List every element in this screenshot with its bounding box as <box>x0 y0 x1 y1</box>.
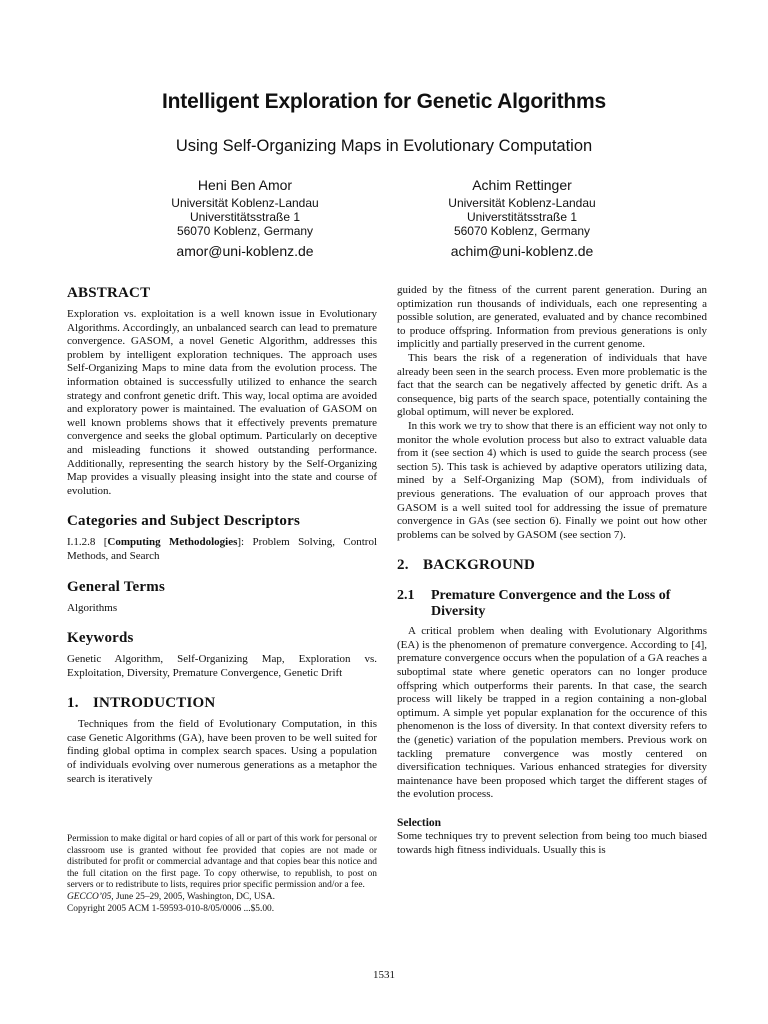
paper-subtitle: Using Self-Organizing Maps in Evolutionary Computation <box>175 137 593 155</box>
subsection-heading: 2.1 Premature Convergence and the Loss of Diversity <box>397 588 671 620</box>
author-affiliation: Universität Koblenz-Landau <box>171 196 319 210</box>
author-name: Achim Rettinger <box>472 177 572 193</box>
selection-heading: Selection <box>397 817 442 829</box>
background-paragraph: A critical problem when dealing with Evolutionary Algorithms (EA) is the phenomenon of premature convergence. According to [4], premature convergence occurs when the population of a GA reaches a suboptimal state where genetic operators can no longer produce offspring which outperforms their parents. In that case, the search process will likely be trapped in a region containing a non-global optimum. A simple yet popular explanation for the occurence of this phenomenon is the loss of diversity. In that context diversity refers to the (genetic) variation of the population members. Previous work on tackling premature convergence was mostly centered on diversification techniques. Various enhanced strategies for diversity maintenance have been proposed which target the different stages of the evolution process. <box>397 625 707 801</box>
author-name: Heni Ben Amor <box>197 177 293 193</box>
page-number: 1531 <box>373 969 395 981</box>
abstract-heading: ABSTRACT <box>67 285 151 301</box>
introduction-paragraph: This bears the risk of a regeneration of individuals that have already been seen in the search process. Even more problematic is the fact that the search can be negatively affected by genetic drift. As a consequence, big parts of the search space, potentially containing the global optimum, will never be explored. <box>397 351 707 419</box>
conference-line: GECCO’05, June 25–29, 2005, Washington, DC, USA. <box>67 891 275 902</box>
introduction-paragraph: In this work we try to show that there is an efficient way not only to monitor the whole evolution process but also to extract valuable data from it (see section 4) which is used to guide the search process (see section 5). This task is achieved by adaptive operators utilizing data, mined by a Self-Organizing Map (SOM), from individuals of previous generations. The evaluation of our approach proves that GASOM is a well suited tool for addressing the issue of premature convergence in GAs (see section 6). Finally we point out how other problems can be solved by GASOM (see section 7). <box>397 419 707 541</box>
introduction-paragraph: Techniques from the field of Evolutionary Computation, in this case Genetic Algorithms (GA), have been proven to be well suited for finding global optima in complex search spaces. Using a population of individuals evolving over numerous generations as a metaphor the search is iteratively <box>67 718 377 785</box>
right-column <box>397 284 707 857</box>
author-block-2 <box>392 176 652 260</box>
author-street: Universtitätsstraße 1 <box>189 210 301 224</box>
copyright-line: Copyright 2005 ACM 1-59593-010-8/05/0006 ...$5.00. <box>67 903 275 914</box>
introduction-heading: 1. INTRODUCTION <box>67 695 216 712</box>
author-block-1 <box>115 176 375 260</box>
keywords-heading: Keywords <box>67 630 134 647</box>
general-terms-heading: General Terms <box>67 578 166 595</box>
author-email[interactable]: achim@uni-koblenz.de <box>450 243 594 259</box>
permission-text: Permission to make digital or hard copies of all or part of this work for personal or classroom use is granted without fee provided that copies are not made or distributed for profit or commercial advantage and that copies bear this notice and the full citation on the first page. To copy otherwise, to republish, to post on servers or to redistribute to lists, requires prior specific permission and/or a fee. <box>67 834 377 891</box>
left-column <box>67 284 377 786</box>
background-heading: 2. BACKGROUND <box>397 557 536 574</box>
paper-title: Intelligent Exploration for Genetic Algorithms <box>162 90 606 113</box>
abstract-text: Exploration vs. exploitation is a well known issue in Evolutionary Algorithms. Accordingly, an unbalanced search can lead to premature convergence. GASOM, a novel Genetic Algorithm, addresses this problem by intelligent exploration techniques. The approach uses Self-Organizing Maps to mine data from the evolution process. The information obtained is successfully utilized to enhance the search strategy and confront genetic drift. This way, local optima are avoided and exploratory power is maintained. The evaluation of GASOM on well known problems shows that it effectively prevents premature convergence and seeks the global optimum. Particularly on deceptive and misleading functions it showed outstanding performance. Additionally, representing the search history by the Self-Organizing Map provides a visually pleasing insight into the state and course of evolution. <box>67 308 377 497</box>
author-city: 56070 Koblenz, Germany <box>453 224 591 238</box>
categories-text: I.1.2.8 [Computing Methodologies]: Problem Solving, Control Methods, and Search <box>67 536 377 562</box>
author-street: Universtitätsstraße 1 <box>466 210 578 224</box>
keywords-text: Genetic Algorithm, Self-Organizing Map, Exploration vs. Exploitation, Diversity, Premature Convergence, Genetic Drift <box>67 653 377 679</box>
categories-heading: Categories and Subject Descriptors <box>67 513 301 530</box>
general-terms-text: Algorithms <box>67 601 118 614</box>
author-affiliation: Universität Koblenz-Landau <box>448 196 596 210</box>
author-email[interactable]: amor@uni-koblenz.de <box>176 243 314 259</box>
introduction-paragraph-cont: guided by the fitness of the current parent generation. During an optimization run thousands of individuals, each one representing a possible solution, are generated, evaluated and by chance recombined to produce offspring. Information from previous generations is only implicitly and partially preserved in the current genome. <box>397 284 707 351</box>
permission-notice <box>67 834 377 915</box>
author-city: 56070 Koblenz, Germany <box>176 224 314 238</box>
selection-paragraph: Some techniques try to prevent selection from being too much biased towards high fitness individuals. Usually this is <box>397 830 707 856</box>
